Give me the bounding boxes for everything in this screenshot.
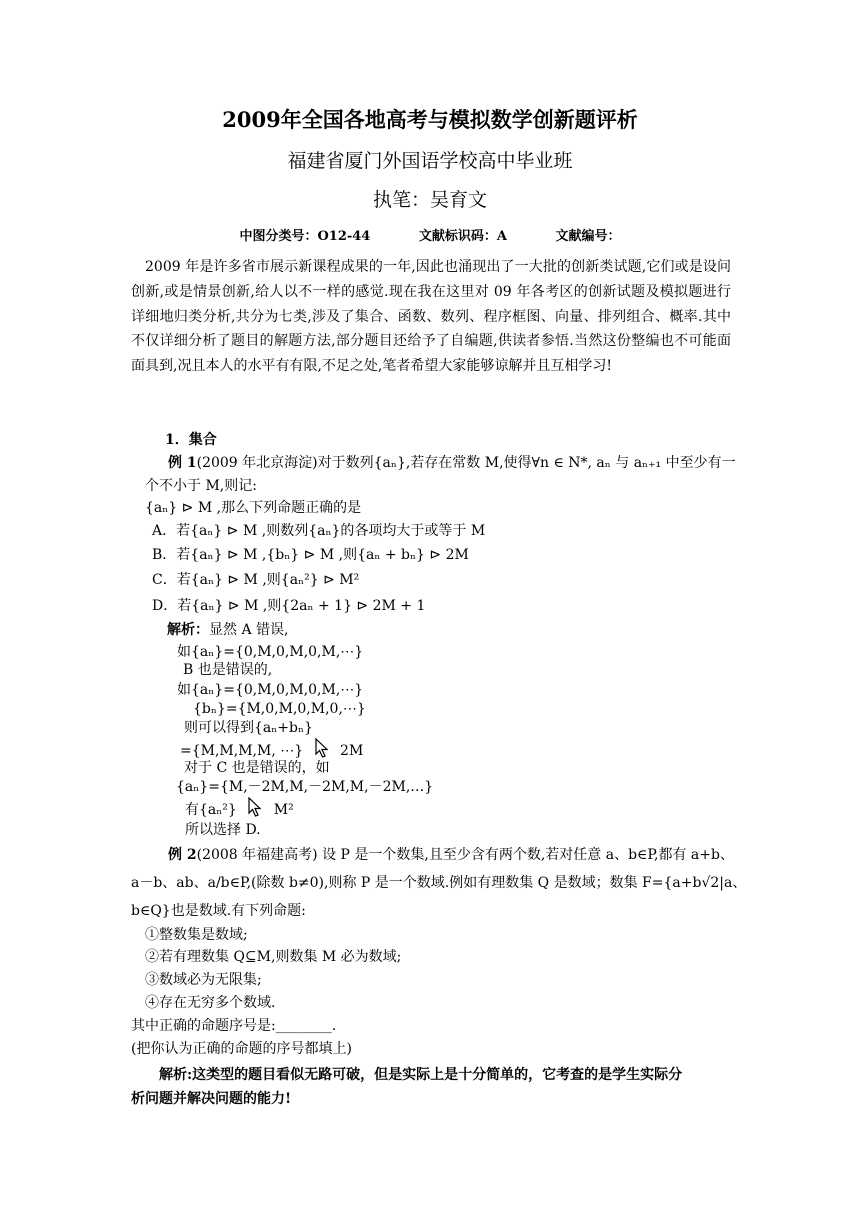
example-1-line-3: {aₙ} ⊳ M ,那么下列命题正确的是 bbox=[145, 500, 362, 516]
option-a: A．若{aₙ} ⊳ M ,则数列{aₙ}的各项均大于或等于 M bbox=[152, 523, 486, 539]
analysis-line-2: 析问题并解决问题的能力! bbox=[131, 1091, 292, 1107]
question-line: 其中正确的命题序号是:________. bbox=[131, 1018, 337, 1034]
solution-line-9: {aₙ}={M,－2M,M,－2M,M,－2M,…} bbox=[176, 779, 434, 795]
example-1-line-1 bbox=[168, 453, 736, 473]
solution-line-6: 则可以得到{aₙ+bₙ} bbox=[184, 720, 313, 736]
note-line: (把你认为正确的命题的序号都填上) bbox=[131, 1041, 352, 1057]
proposition-4: ④存在无穷多个数域. bbox=[145, 995, 276, 1011]
proposition-1: ①整数集是数域; bbox=[145, 927, 248, 943]
analysis-line-1: 解析:这类型的题目看似无路可破，但是实际上是十分简单的，它考查的是学生实际分 bbox=[159, 1067, 683, 1083]
solution-line-1 bbox=[167, 620, 288, 640]
page-title: 2009年全国各地高考与模拟数学创新题评析 bbox=[222, 107, 638, 132]
option-c: C．若{aₙ} ⊳ M ,则{aₙ²} ⊳ M² bbox=[152, 572, 360, 588]
solution-line-8: 对于 C 也是错误的，如 bbox=[184, 760, 330, 776]
school-name: 福建省厦门外国语学校高中毕业班 bbox=[287, 150, 573, 172]
option-b: B．若{aₙ} ⊳ M ,{bₙ} ⊳ M ,则{aₙ + bₙ} ⊳ 2M bbox=[152, 547, 469, 563]
solution-text: 显然 A 错误, bbox=[209, 622, 289, 638]
example-2-line-3: b∈Q}也是数域.有下列命题: bbox=[131, 903, 306, 919]
solution-line-2: 如{aₙ}={0,M,0,M,0,M,⋯} bbox=[177, 644, 364, 660]
section-heading-sets: 1．集合 bbox=[165, 432, 217, 448]
example-2-line-1 bbox=[168, 845, 734, 865]
option-d: D．若{aₙ} ⊳ M ,则{2aₙ + 1} ⊳ 2M + 1 bbox=[152, 598, 426, 614]
solution-line-10-set: 有{aₙ²} bbox=[185, 802, 237, 818]
solution-line-7-result: 2M bbox=[340, 743, 364, 759]
example-1-line-2: 个不小于 M,则记: bbox=[145, 478, 257, 494]
solution-line-10-result: M² bbox=[273, 802, 294, 818]
example-2-label: 例 2 bbox=[168, 847, 197, 863]
classification-number: 中图分类号：O12-44 bbox=[239, 229, 371, 244]
article-number: 文献编号： bbox=[555, 229, 621, 244]
solution-line-3: B 也是错误的, bbox=[183, 662, 273, 678]
proposition-3: ③数域必为无限集; bbox=[145, 972, 262, 988]
document-code: 文献标识码：A bbox=[418, 229, 507, 244]
example-2-line-2: a－b、ab、a/b∈P,(除数 b≠0),则称 P 是一个数域.例如有理数集 Q 是数域；数集 F={a+b√2|a、 bbox=[131, 875, 747, 891]
example-1-label: 例 1 bbox=[168, 455, 197, 471]
author-line: 执笔：吴育文 bbox=[372, 189, 487, 211]
intro-paragraph: 2009 年是许多省市展示新课程成果的一年,因此也涌现出了一大批的创新类试题,它们或是设问创新,或是情景创新,给人以不一样的感觉.现在我在这里对 09 年各考区的创新试题及模拟题进行详细地归类分析,共分为七类,涉及了集合、函数、数列、程序框图、向量、排列组合、概率.其中不仅详细分析了题目的解题方法,部分题目还给予了自编题,供读者参悟.当然这份整编也不可能面面具到,况且本人的水平有有限,不足之处,笔者希望大家能够谅解并且互相学习! bbox=[131, 259, 731, 375]
solution-line-4: 如{aₙ}={0,M,0,M,0,M,⋯} bbox=[177, 682, 364, 698]
solution-label: 解析： bbox=[167, 622, 209, 638]
meta-line bbox=[0, 227, 860, 247]
solution-line-5: {bₙ}={M,0,M,0,M,0,⋯} bbox=[193, 701, 366, 717]
example-1-text: (2009 年北京海淀)对于数列{aₙ},若存在常数 M,使得∀n ∈ N*, aₙ 与 aₙ₊₁ 中至少有一 bbox=[196, 455, 736, 471]
proposition-2: ②若有理数集 Q⊆M,则数集 M 必为数域; bbox=[145, 949, 402, 965]
example-2-text: (2008 年福建高考) 设 P 是一个数集,且至少含有两个数,若对任意 a、b∈P,都有 a+b、 bbox=[196, 847, 734, 863]
solution-line-11: 所以选择 D. bbox=[185, 822, 261, 838]
solution-line-7-set: ={M,M,M,M, ⋯} bbox=[180, 743, 304, 759]
